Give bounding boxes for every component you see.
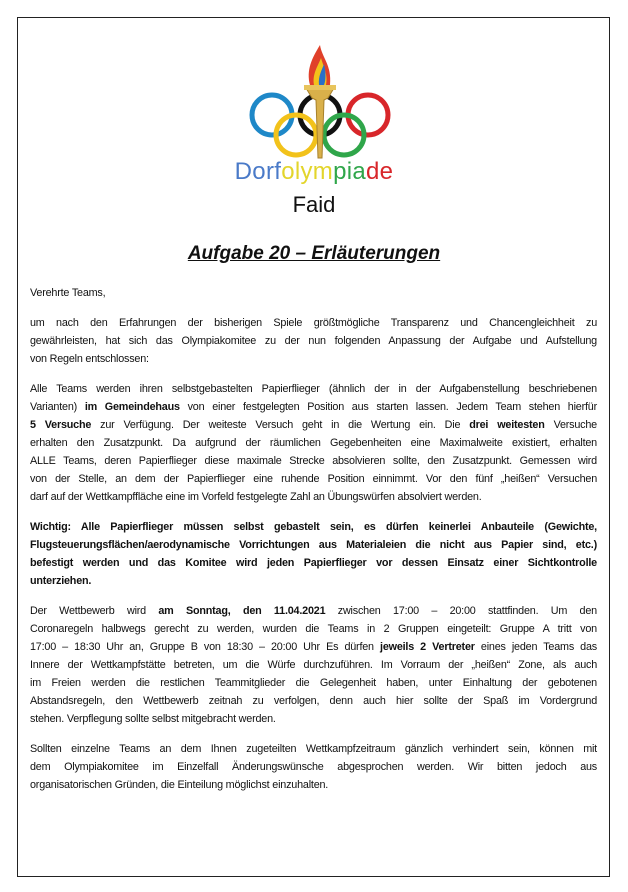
bold-text: Flugsteuerungsflächen/aerodynamische Vorrichtungen aus Materialeien die nicht aus Papier sind, etc.) [30, 539, 597, 551]
text-line [30, 710, 597, 728]
brand-segment: Dorf [234, 158, 282, 185]
paragraph [30, 314, 597, 368]
brand-segment: pia [333, 158, 367, 185]
bold-text: jeweils 2 Vertreter [380, 641, 475, 653]
bold-text: drei weitesten [469, 419, 545, 431]
text-line [30, 536, 597, 554]
bold-text: 5 Versuche [30, 419, 92, 431]
text-line [30, 656, 597, 674]
text-line [30, 554, 597, 572]
text: erhalten den Zusatzpunkt. Da aufgrund der räumlichen Gegebenheiten eine Maximalweite existiert, erhalten [30, 437, 597, 449]
page-title: Aufgabe 20 – Erläuterungen [187, 243, 441, 264]
paragraph [30, 740, 597, 794]
text-line [30, 518, 597, 536]
text: Verehrte Teams, [30, 287, 106, 299]
brand-name [0, 158, 628, 186]
paragraph [30, 284, 597, 302]
text-line [30, 674, 597, 692]
text: Versuche [544, 419, 597, 431]
brand-location: Faid [292, 192, 336, 217]
text-line [30, 434, 597, 452]
paragraph [30, 380, 597, 506]
text: von einer festgelegten Position aus starten lassen. Jedem Team stehen hierfür [179, 401, 597, 413]
text: dem Olympiakomitee im Einzelfall Änderungswünsche abgesprochen werden. Wir bitten jedoch aus [30, 761, 597, 773]
bold-text: befestigt werden und das Komitee wird jeden Papierflieger vor dessen Einsatz einer Sichtkontrolle [30, 557, 597, 569]
bold-text: Wichtig: Alle Papierflieger müssen selbst gebastelt sein, es dürfen keinerlei Anbauteile (Gewichte, [30, 521, 597, 533]
text: 17:00 – 18:30 Uhr an, Gruppe B von 18:30 – 20:00 Uhr Es dürfen [30, 641, 381, 653]
olympic-torch-logo [240, 40, 400, 170]
text: eines jeden Teams das [474, 641, 597, 653]
text: zur Verfügung. Der weiteste Versuch geht in die Wertung ein. Die [91, 419, 470, 431]
text-line [30, 416, 597, 434]
text: um nach den Erfahrungen der bisherigen Spiele größtmögliche Transparenz und Chancengleichheit zu [30, 317, 597, 329]
brand-segment: de [366, 158, 394, 185]
text: ALLE Teams, deren Papierflieger diese maximale Strecke absolvieren sollte, den Zusatzpunkt. Gemessen wird [30, 455, 597, 467]
text: Coronaregeln halbwegs gerecht zu werden, wurden die Teams in 2 Gruppen eingeteilt: Gruppe A tritt von [30, 623, 597, 635]
text: Sollten einzelne Teams an dem Ihnen zugeteilten Wettkampfzeitraum gänzlich verhindert sein, können mit [30, 743, 597, 755]
bold-text: unterziehen. [30, 575, 92, 587]
text-line [30, 740, 597, 758]
brand-segment: olym [281, 158, 334, 185]
text: organisatorischen Gründen, die Einteilung möglichst einzuhalten. [30, 779, 329, 791]
text: darf auf der Wettkampffläche eine im Vorfeld festgelegte Zahl an Übungswürfen absolviert werden. [30, 491, 482, 503]
text-line [30, 332, 597, 350]
text-line [30, 758, 597, 776]
text-line [30, 602, 597, 620]
text: Der Wettbewerb wird [30, 605, 159, 617]
text-line [30, 692, 597, 710]
text-line [30, 398, 597, 416]
text: gewährleisten, hat sich das Olympiakomitee zu der nun folgenden Anpassung der Aufgabe und Aufstellung [30, 335, 597, 347]
text-line [30, 380, 597, 398]
text-line [30, 314, 597, 332]
text-line [30, 776, 597, 794]
text-line [30, 572, 597, 590]
paragraph [30, 602, 597, 728]
text: stehen. Verpflegung sollte selbst mitgebracht werden. [30, 713, 276, 725]
text: Alle Teams werden ihren selbstgebastelten Papierflieger (ähnlich der in der Aufgabenstellung beschriebenen [30, 383, 597, 395]
text-line [30, 350, 597, 368]
text: Varianten) [30, 401, 85, 413]
text-line [30, 620, 597, 638]
bold-text: am Sonntag, den 11.04.2021 [158, 605, 326, 617]
paragraph [30, 518, 597, 590]
text: Innere der Wettkampfstätte betreten, um die Würfe durchzuführen. Im Vorraum der „heißen“ Zone, als auch [30, 659, 597, 671]
document-body [30, 284, 597, 806]
text-line [30, 284, 597, 302]
text: von der Stelle, an dem der Papierflieger eine ruhende Position einnimmt. Vor den fünf „heißen“ Versuchen [30, 473, 597, 485]
text-line [30, 488, 597, 506]
text-line [30, 638, 597, 656]
text-line [30, 452, 597, 470]
text-line [30, 470, 597, 488]
text: Abstandsregeln, den Wettbewerb zeitnah zu verfolgen, denn auch hier sollte der Spaß im Vordergrund [30, 695, 597, 707]
text: im Freien werden die restlichen Teammitglieder die Gelegenheit haben, unter Einhaltung der gebotenen [30, 677, 597, 689]
bold-text: im Gemeindehaus [84, 401, 180, 413]
text: zwischen 17:00 – 20:00 stattfinden. Um den [325, 605, 597, 617]
text: von Regeln entschlossen: [30, 353, 149, 365]
